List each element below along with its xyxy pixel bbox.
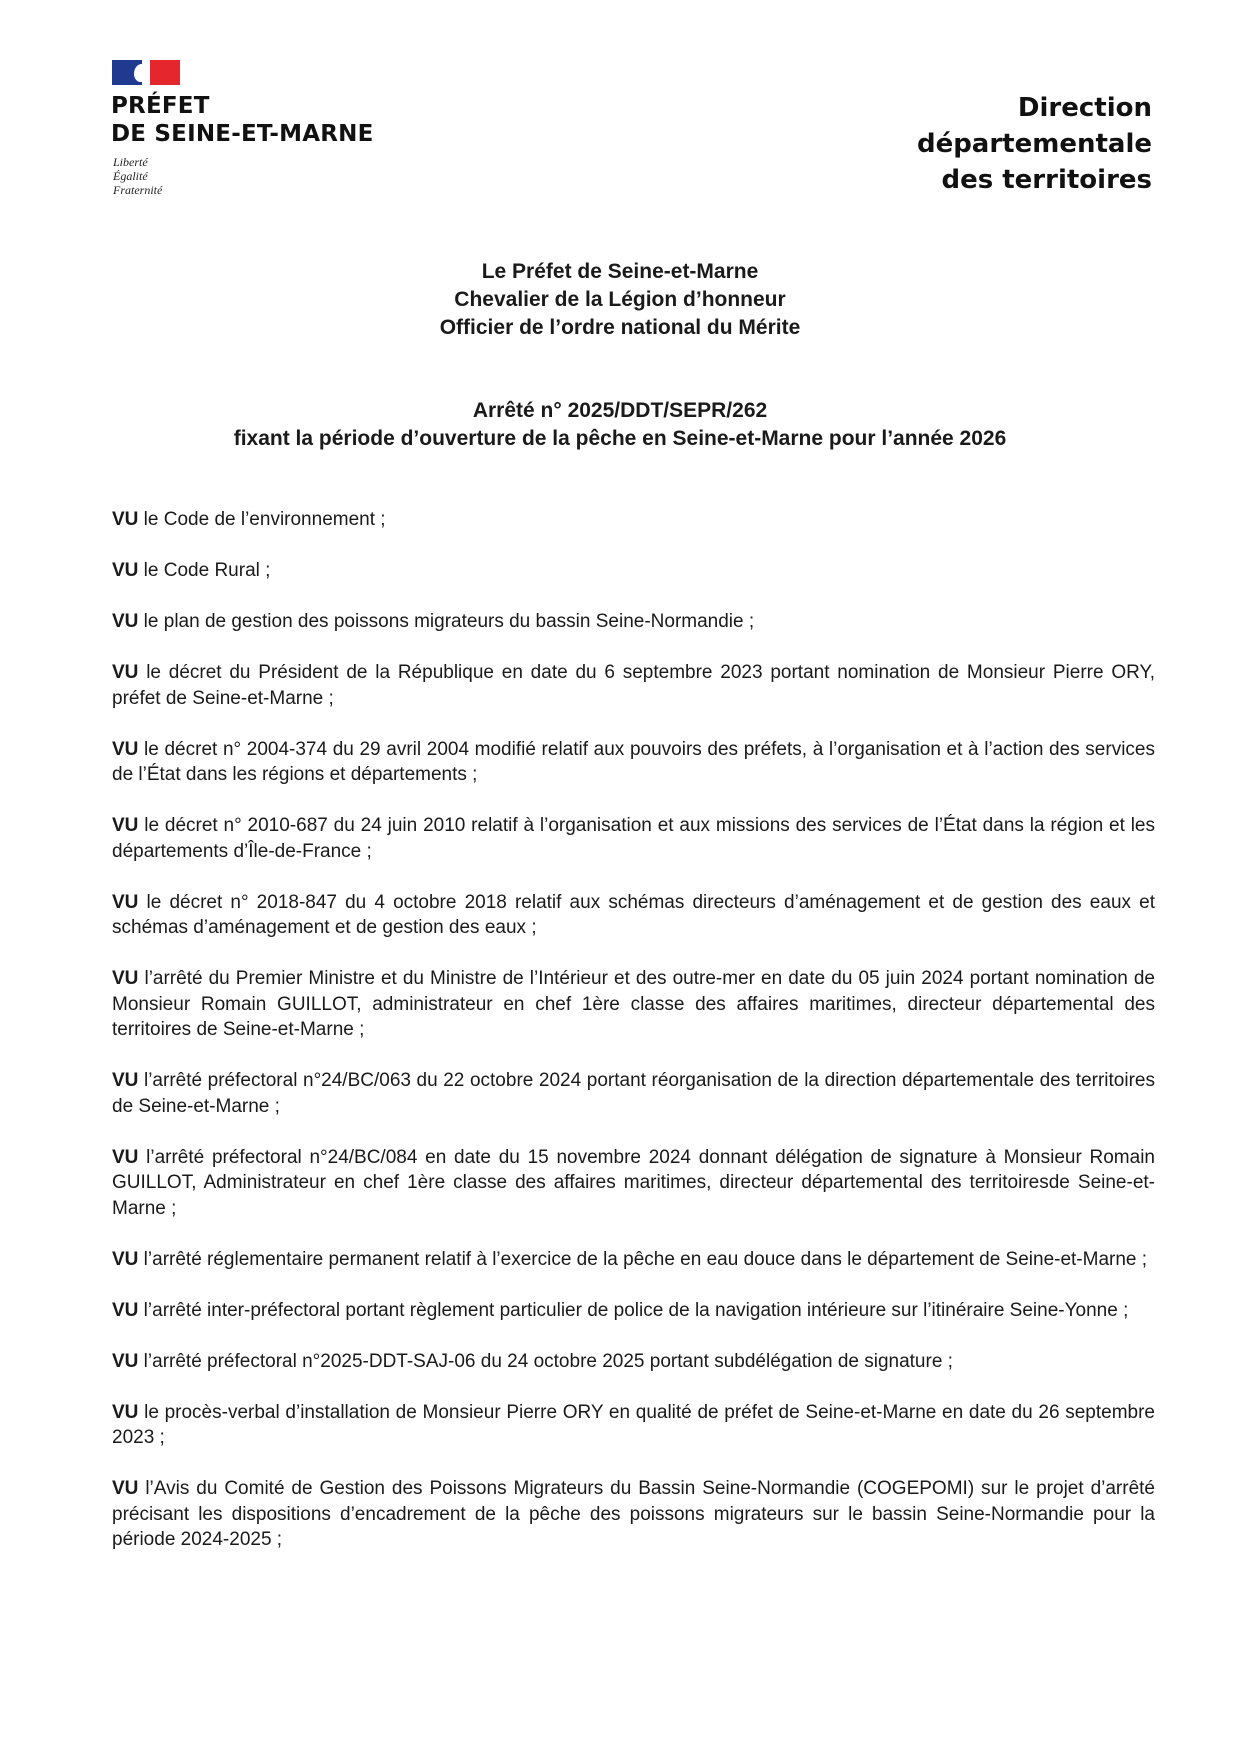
vu-prefix: VU (112, 662, 139, 683)
vu-prefix: VU (112, 738, 139, 760)
consideration-item (112, 1400, 1155, 1451)
consideration-text: l’Avis du Comité de Gestion des Poissons Migrateurs du Bassin Seine-Normandie (COGEPOMI) sur le projet d’arrêté précisant les dispositions d’encadrement de la pêche des poissons migrateurs sur le bassin Seine-Normandie pour la période 2024-2025 ; (112, 1478, 1155, 1550)
motto-line: Égalité (113, 169, 148, 183)
consideration-text: l’arrêté inter-préfectoral portant règlement particulier de police de la navigation intérieure sur l’itinéraire Seine-Yonne ; (138, 1299, 1129, 1321)
consideration-item (112, 660, 1155, 711)
authority-line: Officier de l’ordre national du Mérite (439, 316, 801, 339)
direction-name (917, 90, 1152, 198)
motto-line: Liberté (113, 155, 148, 169)
consideration-text: le décret n° 2018-847 du 4 octobre 2018 relatif aux schémas directeurs d’aménagement et de gestion des eaux et schémas d’aménagement et de gestion des eaux ; (112, 891, 1155, 938)
vu-prefix: VU (112, 968, 139, 989)
consideration-item (112, 1247, 1155, 1273)
consideration-text: le Code de l’environnement ; (138, 509, 386, 530)
vu-prefix: VU (112, 815, 139, 836)
arrete-subject: fixant la période d’ouverture de la pêche en Seine-et-Marne pour l’année 2026 (233, 427, 1007, 450)
consideration-text: le décret n° 2010-687 du 24 juin 2010 relatif à l’organisation et aux missions des services de l’État dans la région et les départements d’Île-de-France ; (112, 815, 1155, 862)
consideration-item (112, 609, 1155, 635)
consideration-item (112, 558, 1155, 584)
vu-prefix: VU (112, 611, 139, 632)
authority-line: Chevalier de la Légion d’honneur (454, 288, 786, 311)
vu-prefix: VU (112, 1146, 139, 1168)
consideration-text: l’arrêté préfectoral n°24/BC/063 du 22 octobre 2024 portant réorganisation de la direction départementale des territoires de Seine-et-Marne ; (112, 1070, 1155, 1117)
prefecture-name (111, 92, 373, 148)
consideration-item (112, 813, 1155, 864)
arrete-number: Arrêté n° 2025/DDT/SEPR/262 (472, 399, 768, 422)
consideration-item (112, 1145, 1155, 1222)
prefecture-line: PRÉFET (111, 93, 210, 119)
arrete-title (0, 397, 1240, 453)
vu-prefix: VU (112, 1350, 139, 1372)
vu-prefix: VU (112, 509, 139, 530)
consideration-item (112, 507, 1155, 533)
motto-line: Fraternité (113, 183, 163, 197)
consideration-item (112, 966, 1155, 1043)
prefecture-line: DE SEINE-ET-MARNE (111, 121, 374, 147)
consideration-item (112, 737, 1155, 788)
consideration-text: le décret n° 2004-374 du 29 avril 2004 modifié relatif aux pouvoirs des préfets, à l’organisation et à l’action des services de l’État dans les régions et départements ; (112, 738, 1155, 785)
consideration-text: le Code Rural ; (138, 560, 271, 581)
consideration-text: l’arrêté préfectoral n°2025-DDT-SAJ-06 du 24 octobre 2025 portant subdélégation de signature ; (138, 1350, 953, 1372)
marianne-flag-icon (112, 60, 182, 85)
vu-prefix: VU (112, 1299, 139, 1321)
consideration-text: l’arrêté préfectoral n°24/BC/084 en date du 15 novembre 2024 donnant délégation de signature à Monsieur Romain GUILLOT, Administrateur en chef 1ère classe des affaires maritimes, directeur départemental des territoiresde Seine-et-Marne ; (112, 1146, 1155, 1219)
consideration-item (112, 890, 1155, 941)
vu-prefix: VU (112, 1070, 139, 1091)
vu-prefix: VU (112, 1401, 139, 1423)
vu-prefix: VU (112, 891, 139, 913)
considerations-list (112, 507, 1155, 1578)
consideration-text: le plan de gestion des poissons migrateurs du bassin Seine-Normandie ; (138, 611, 755, 632)
direction-line: départementale (916, 129, 1152, 159)
vu-prefix: VU (112, 560, 139, 581)
consideration-text: le décret du Président de la République en date du 6 septembre 2023 portant nomination de Monsieur Pierre ORY, préfet de Seine-et-Marne ; (112, 662, 1155, 709)
authority-line: Le Préfet de Seine-et-Marne (481, 260, 759, 283)
authority-block (0, 258, 1240, 342)
consideration-text: l’arrêté réglementaire permanent relatif à l’exercice de la pêche en eau douce dans le département de Seine-et-Marne ; (138, 1248, 1148, 1270)
direction-line: des territoires (941, 165, 1152, 195)
consideration-item (112, 1068, 1155, 1119)
republic-motto (113, 155, 162, 197)
direction-line: Direction (1017, 93, 1152, 123)
consideration-item (112, 1476, 1155, 1553)
vu-prefix: VU (112, 1248, 139, 1270)
consideration-item (112, 1349, 1155, 1375)
consideration-text: l’arrêté du Premier Ministre et du Ministre de l’Intérieur et des outre-mer en date du 05 juin 2024 portant nomination de Monsieur Romain GUILLOT, administrateur en chef 1ère classe des affaires maritimes, directeur départemental des territoires de Seine-et-Marne ; (112, 968, 1155, 1040)
consideration-item (112, 1298, 1155, 1324)
consideration-text: le procès-verbal d’installation de Monsieur Pierre ORY en qualité de préfet de Seine-et-Marne en date du 26 septembre 2023 ; (112, 1401, 1155, 1448)
vu-prefix: VU (112, 1478, 139, 1499)
